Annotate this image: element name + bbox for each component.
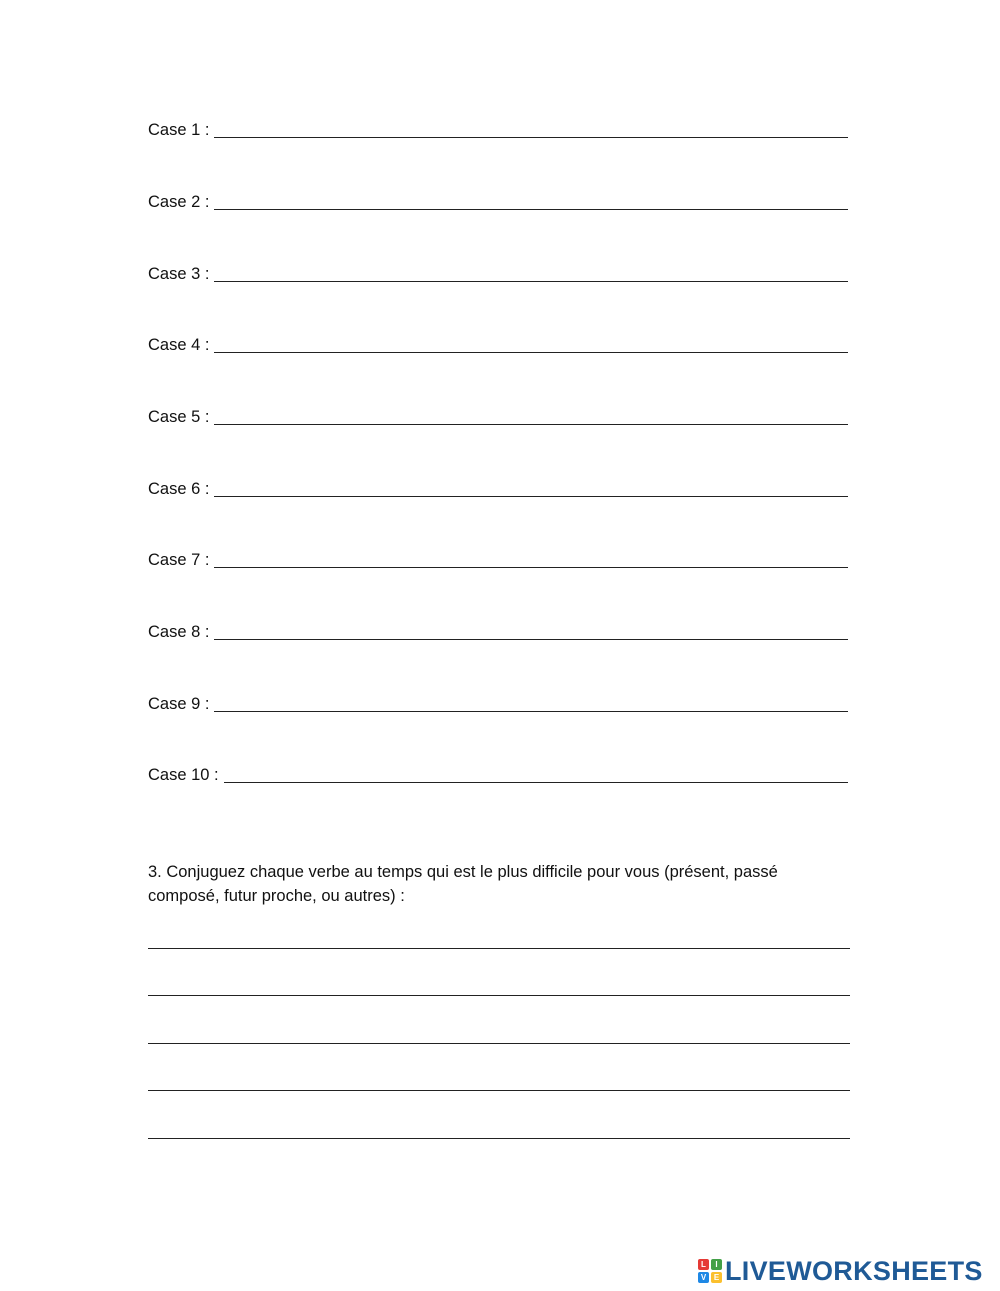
case-label: Case 2 : <box>148 193 210 211</box>
case-answer-field-5[interactable] <box>214 408 848 425</box>
case-answer-field-6[interactable] <box>214 480 848 497</box>
case-label: Case 7 : <box>148 551 210 569</box>
writing-line-1[interactable] <box>148 948 850 949</box>
writing-line-3[interactable] <box>148 1043 850 1044</box>
logo-tile: V <box>698 1272 709 1283</box>
case-row-1 <box>148 116 848 140</box>
case-row-4 <box>148 331 848 355</box>
case-answer-field-3[interactable] <box>214 265 848 282</box>
case-row-9 <box>148 690 848 714</box>
case-label: Case 1 : <box>148 121 210 139</box>
brand-name: LIVEWORKSHEETS <box>725 1255 983 1286</box>
writing-line-4[interactable] <box>148 1090 850 1091</box>
case-label: Case 8 : <box>148 623 210 641</box>
liveworksheets-logo-icon <box>698 1259 722 1283</box>
writing-line-5[interactable] <box>148 1138 850 1139</box>
case-row-10 <box>148 761 848 785</box>
case-answer-field-2[interactable] <box>214 193 848 210</box>
case-answer-field-7[interactable] <box>214 551 848 568</box>
case-label: Case 10 : <box>148 766 219 784</box>
case-row-8 <box>148 618 848 642</box>
liveworksheets-brand <box>698 1256 983 1286</box>
logo-tile: E <box>711 1272 722 1283</box>
case-answer-field-9[interactable] <box>214 695 848 712</box>
case-row-3 <box>148 260 848 284</box>
case-row-7 <box>148 546 848 570</box>
logo-tile: I <box>711 1259 722 1270</box>
case-answer-field-10[interactable] <box>224 766 848 783</box>
case-answer-field-8[interactable] <box>214 623 848 640</box>
writing-line-2[interactable] <box>148 995 850 996</box>
case-row-5 <box>148 403 848 427</box>
case-row-2 <box>148 188 848 212</box>
case-answer-field-1[interactable] <box>214 121 848 138</box>
case-label: Case 9 : <box>148 695 210 713</box>
case-label: Case 5 : <box>148 408 210 426</box>
case-label: Case 3 : <box>148 265 210 283</box>
case-answer-field-4[interactable] <box>214 336 848 353</box>
case-row-6 <box>148 475 848 499</box>
case-label: Case 4 : <box>148 336 210 354</box>
question-3-prompt: 3. Conjuguez chaque verbe au temps qui est le plus difficile pour vous (présent, passé composé, futur proche, ou autres) : <box>148 863 778 905</box>
logo-tile: L <box>698 1259 709 1270</box>
case-label: Case 6 : <box>148 480 210 498</box>
